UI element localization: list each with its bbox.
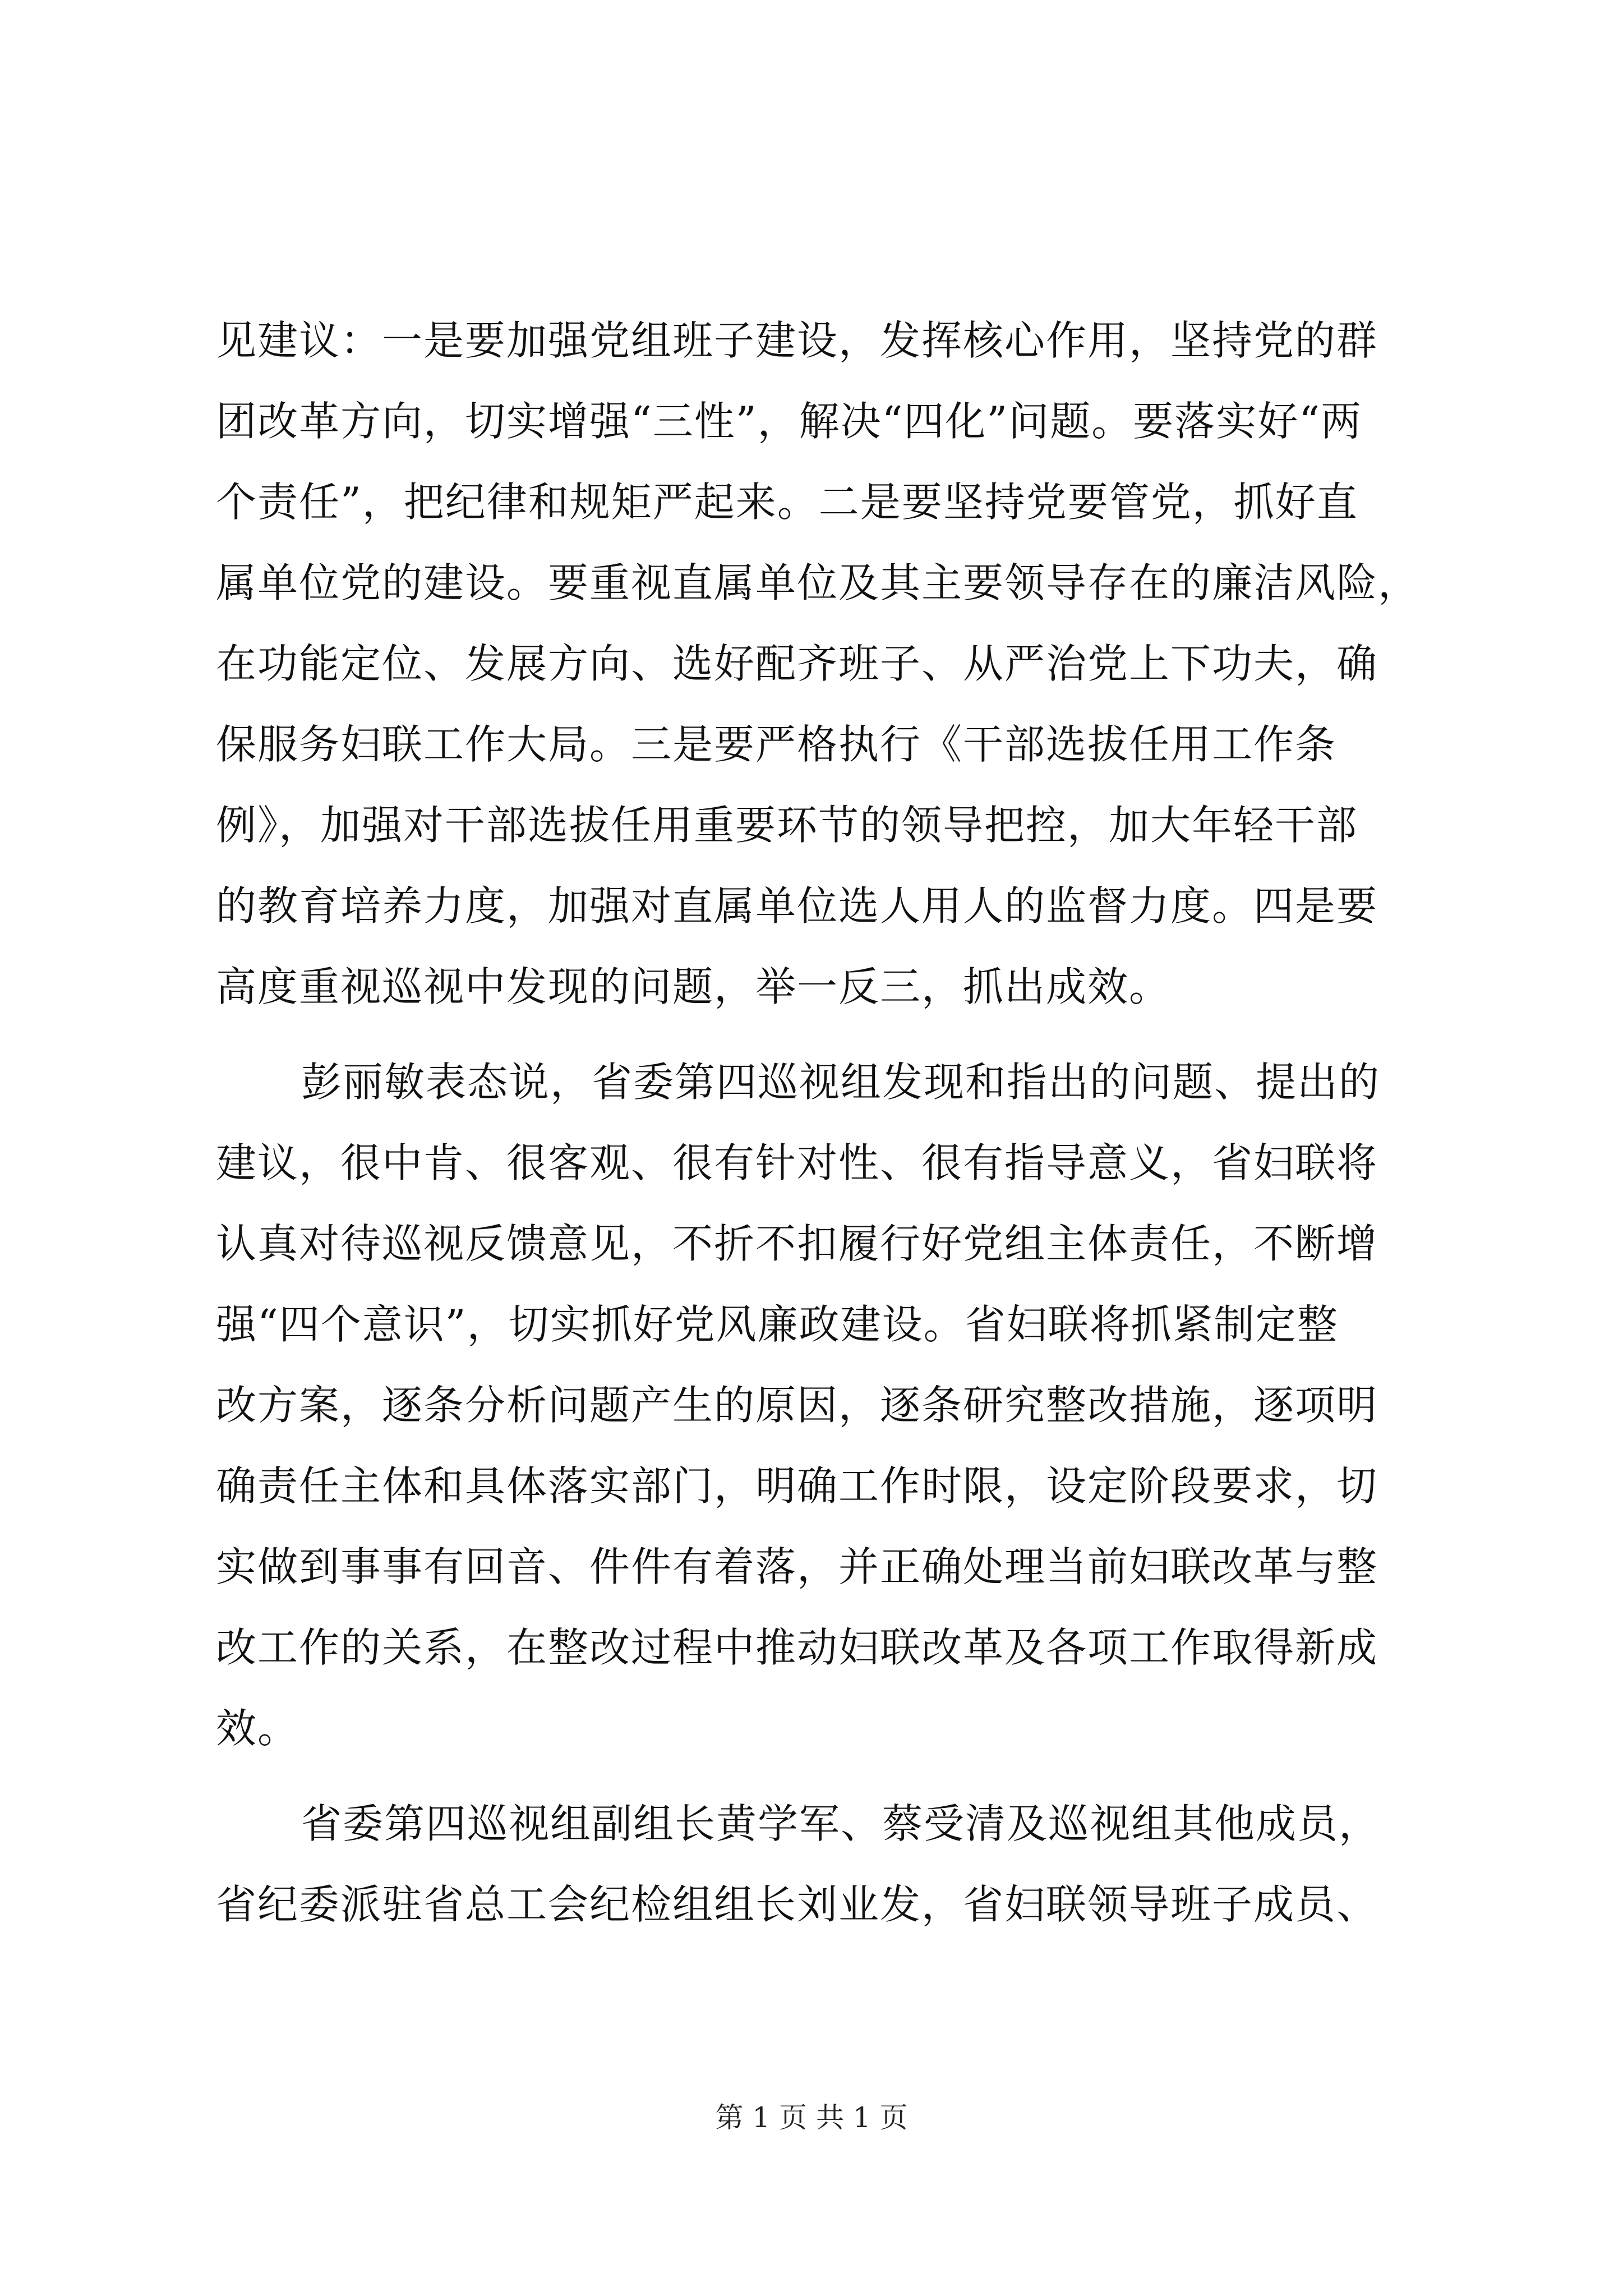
- text-line: 彭丽敏表态说，省委第四巡视组发现和指出的问题、提出的: [301, 1059, 1381, 1106]
- page-footer: [0, 2098, 1623, 2137]
- text-line: 改工作的关系，在整改过程中推动妇联改革及各项工作取得新成: [216, 1624, 1378, 1671]
- text-line: 确责任主体和具体落实部门，明确工作时限，设定阶段要求，切: [216, 1462, 1378, 1510]
- text-line: 例》，加强对干部选拔任用重要环节的领导把控，加大年轻干部: [216, 802, 1358, 849]
- text-line: 保服务妇联工作大局。三是要严格执行《干部选拔任用工作条: [216, 721, 1337, 768]
- text-line: 认真对待巡视反馈意见，不折不扣履行好党组主体责任，不断增: [216, 1220, 1378, 1267]
- text-line: 个责任”，把纪律和规矩严起来。二是要坚持党要管党，抓好直: [216, 478, 1358, 526]
- text-line: 属单位党的建设。要重视直属单位及其主要领导存在的廉洁风险，: [216, 559, 1420, 606]
- text-line: 省委第四巡视组副组长黄学军、蔡受清及巡视组其他成员，: [301, 1800, 1381, 1847]
- text-line: 强“四个意识”，切实抓好党风廉政建设。省妇联将抓紧制定整: [216, 1301, 1339, 1348]
- text-line: 在功能定位、发展方向、选好配齐班子、从严治党上下功夫，确: [216, 640, 1378, 687]
- page-number-label: 第 1 页 共 1 页: [715, 2101, 908, 2134]
- text-line: 省纪委派驻省总工会纪检组组长刘业发，省妇联领导班子成员、: [216, 1881, 1378, 1928]
- text-line: 建议，很中肯、很客观、很有针对性、很有指导意义，省妇联将: [216, 1139, 1378, 1186]
- text-line: 高度重视巡视中发现的问题，举一反三，抓出成效。: [216, 963, 1171, 1010]
- text-line: 见建议：一是要加强党组班子建设，发挥核心作用，坚持党的群: [216, 317, 1378, 364]
- text-line: 效。: [216, 1705, 299, 1752]
- text-line: 的教育培养力度，加强对直属单位选人用人的监督力度。四是要: [216, 882, 1378, 930]
- document-body: [216, 300, 1422, 1945]
- text-line: 团改革方向，切实增强“三性”，解决“四化”问题。要落实好“两: [216, 398, 1363, 445]
- text-line: 改方案，逐条分析问题产生的原因，逐条研究整改措施，逐项明: [216, 1382, 1378, 1429]
- text-line: 实做到事事有回音、件件有着落，并正确处理当前妇联改革与整: [216, 1543, 1378, 1590]
